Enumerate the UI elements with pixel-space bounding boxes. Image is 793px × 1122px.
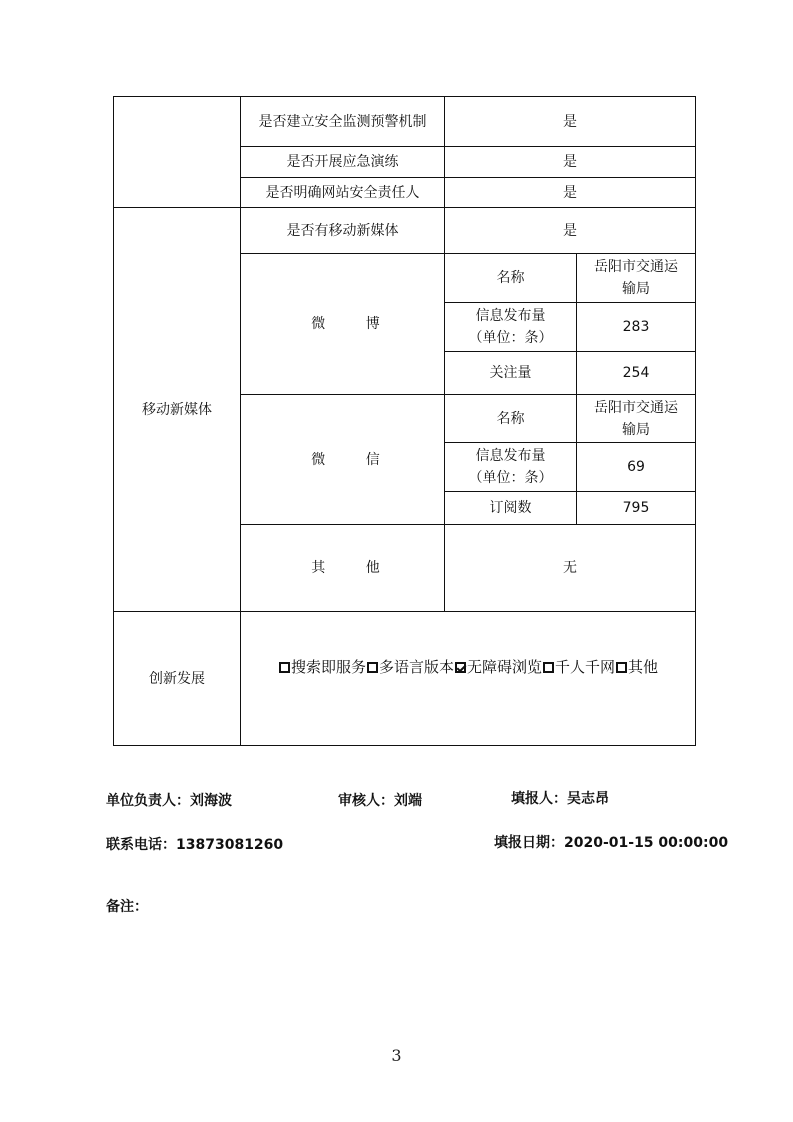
contact-phone: 联系电话：13873081260	[106, 837, 284, 853]
weibo-name-label: 名称	[496, 270, 525, 286]
security-question-drill: 是否开展应急演练	[286, 154, 399, 170]
reviewer: 审核人：刘端	[338, 793, 422, 809]
innovation-options	[241, 612, 695, 722]
other-media-value: 无	[563, 560, 577, 576]
checkbox-search-service[interactable]	[279, 662, 290, 673]
other-media-label: 其 他	[311, 560, 398, 576]
innovation-label: 创新发展	[149, 670, 205, 687]
page-number: 3	[391, 1046, 402, 1065]
security-answer-responsible: 是	[563, 184, 577, 201]
responsible-person: 单位负责人：刘海波	[106, 793, 232, 809]
weibo-label: 微 博	[311, 316, 398, 332]
media-has-question: 是否有移动新媒体	[286, 222, 399, 239]
media-section-label: 移动新媒体	[142, 401, 212, 418]
wechat-name-value: 岳阳市交通运输局	[594, 399, 678, 438]
wechat-posts-label: 信息发布量（单位：条）	[468, 448, 553, 486]
security-question-responsible: 是否明确网站安全责任人	[265, 184, 420, 201]
weibo-name-value: 岳阳市交通运输局	[594, 259, 678, 297]
checkbox-personalized[interactable]	[543, 662, 554, 673]
wechat-label: 微 信	[311, 451, 398, 468]
option-accessibility-label: 无障碍浏览	[466, 658, 542, 676]
fill-date: 填报日期：2020-01-15 00:00:00	[494, 835, 729, 851]
wechat-posts-value: 69	[627, 459, 645, 475]
wechat-subs-label: 订阅数	[489, 500, 532, 516]
checkbox-accessibility[interactable]	[455, 662, 466, 673]
filler: 填报人：吴志昂	[511, 791, 609, 807]
option-personalized-label: 千人千网	[555, 658, 616, 676]
weibo-followers-label: 关注量	[489, 365, 532, 381]
option-multilingual-label: 多语言版本	[378, 658, 454, 676]
security-answer-drill: 是	[563, 154, 577, 170]
checkbox-other[interactable]	[616, 662, 627, 673]
option-other-label: 其他	[628, 658, 659, 676]
security-question-monitoring: 是否建立安全监测预警机制	[258, 113, 427, 130]
weibo-posts-value: 283	[622, 319, 650, 335]
wechat-subs-value: 795	[622, 500, 650, 516]
note-label: 备注：	[106, 899, 148, 915]
option-search-service-label: 搜索即服务	[290, 658, 366, 676]
checkbox-multilingual[interactable]	[367, 662, 378, 673]
security-answer-monitoring: 是	[563, 113, 577, 130]
media-has-answer: 是	[563, 222, 577, 239]
wechat-name-label: 名称	[496, 410, 525, 427]
weibo-posts-label: 信息发布量（单位：条）	[468, 308, 553, 346]
weibo-followers-value: 254	[622, 365, 650, 381]
